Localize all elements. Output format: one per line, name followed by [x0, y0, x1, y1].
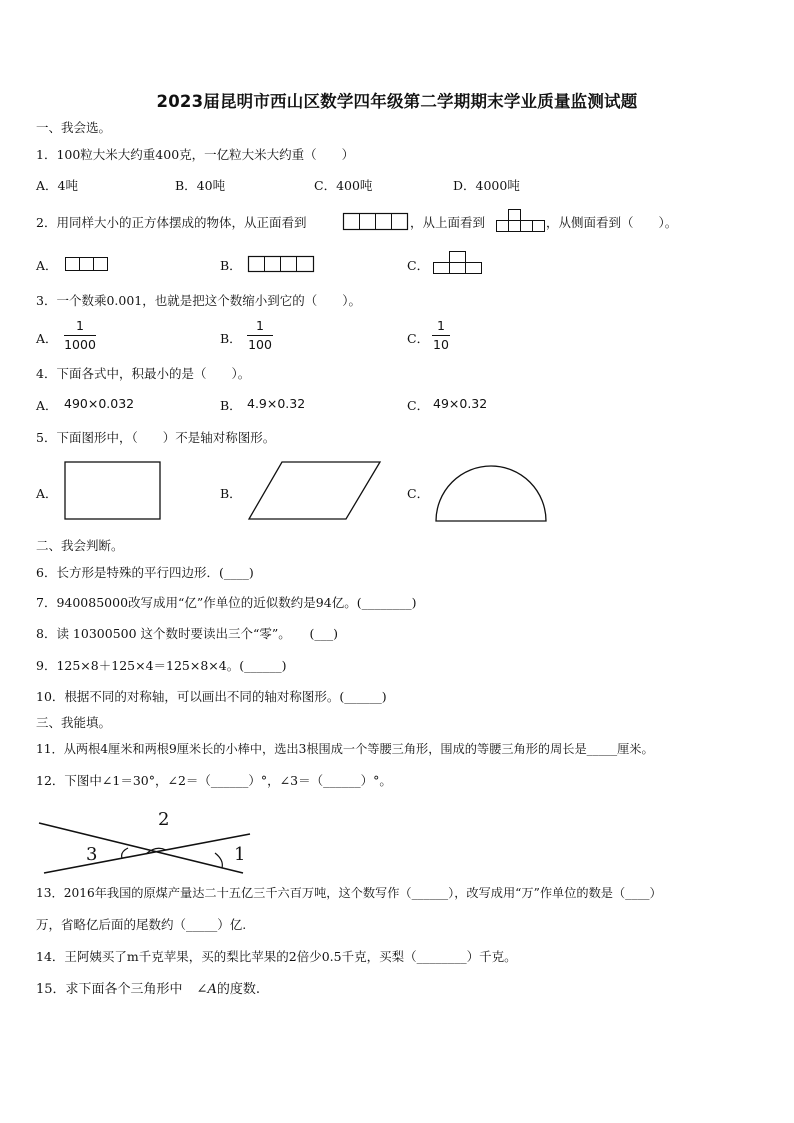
- q3-option-c: C．: [407, 331, 430, 346]
- q5-option-b: B．: [220, 486, 242, 501]
- question-5: 5．下面图形中，（ ）不是轴对称图形。: [36, 430, 276, 445]
- angle-a-symbol: ∠A: [196, 982, 217, 997]
- page-title: 2023届昆明市西山区数学四年级第二学期期末学业质量监测试题: [156, 92, 638, 111]
- q1-option-a: A．4吨: [36, 178, 78, 193]
- fraction-numerator: 1: [256, 318, 264, 333]
- question-3: 3．一个数乘0.001，也就是把这个数缩小到它的（ ）。: [36, 293, 361, 308]
- question-14: 14．王阿姨买了m千克苹果，买的梨比苹果的2倍少0.5千克，买梨（________）千克。: [36, 949, 517, 964]
- question-15-part1: 15．求下面各个三角形中: [36, 982, 183, 997]
- q5-option-b-parallelogram: [248, 461, 382, 521]
- q1-option-b: B．40吨: [175, 178, 226, 193]
- q3-option-c-fraction: [432, 318, 450, 353]
- q5-option-c-semicircle: [435, 465, 547, 523]
- q2-option-c-figure: [433, 251, 483, 275]
- question-2-part3: ，从侧面看到（ ）。: [546, 215, 678, 230]
- angle-label-2: 2: [158, 809, 170, 830]
- q2-top-view-figure: [496, 209, 546, 233]
- angle-label-1: 1: [234, 844, 246, 865]
- fraction-denominator: 100: [248, 337, 272, 352]
- question-1: 1．100粒大米大约重400克，一亿粒大米大约重（ ）: [36, 147, 355, 162]
- fraction-numerator: 1: [76, 318, 84, 333]
- q2-option-b: B．: [220, 258, 242, 273]
- q4-option-b-expression: 4.9×0.32: [247, 396, 306, 411]
- q1-option-d: D．4000吨: [453, 178, 520, 193]
- question-13-line2: 万，省略亿后面的尾数约（_____）亿.: [36, 917, 247, 932]
- question-8: 8．读 10300500 这个数时要读出三个“零”。 (___): [36, 626, 339, 641]
- section-heading-1: 一、我会选。: [36, 120, 112, 135]
- q2-option-a: A．: [36, 258, 58, 273]
- question-12: 12．下图中∠1＝30°，∠2＝（______）°，∠3＝（______）°。: [36, 773, 392, 788]
- q4-option-a: A．: [36, 398, 58, 413]
- q12-angle-figure: [38, 806, 254, 876]
- question-2-part2: ，从上面看到: [410, 215, 486, 230]
- fraction-denominator: 1000: [64, 337, 96, 352]
- q4-option-a-expression: 490×0.032: [64, 396, 135, 411]
- q4-option-c-expression: 49×0.32: [433, 396, 488, 411]
- question-10: 10．根据不同的对称轴，可以画出不同的轴对称图形。(______): [36, 689, 387, 704]
- question-15: [36, 978, 260, 997]
- q3-option-b: B．: [220, 331, 242, 346]
- fraction-bar: [432, 335, 450, 336]
- question-9: 9．125×8＋125×4＝125×8×4。(______): [36, 658, 287, 673]
- q2-front-view-figure: [343, 213, 409, 231]
- q3-option-a-fraction: [64, 318, 96, 353]
- question-6: 6．长方形是特殊的平行四边形．(____): [36, 565, 254, 580]
- q5-option-c: C．: [407, 486, 430, 501]
- question-2-part1: 2．用同样大小的正方体摆成的物体，从正面看到: [36, 215, 307, 230]
- q3-option-a: A．: [36, 331, 58, 346]
- q5-option-a: A．: [36, 486, 58, 501]
- question-15-part2: 的度数.: [216, 982, 260, 997]
- q1-option-c: C．400吨: [314, 178, 373, 193]
- question-7: 7．940085000改写成用“亿”作单位的近似数约是94亿。(________): [36, 595, 417, 610]
- fraction-bar: [247, 335, 273, 336]
- question-4: 4．下面各式中，积最小的是（ ）。: [36, 366, 251, 381]
- section-heading-3: 三、我能填。: [36, 715, 112, 730]
- q4-option-b: B．: [220, 398, 242, 413]
- fraction-bar: [64, 335, 96, 336]
- question-13-line1: 13．2016年我国的原煤产量达二十五亿三千六百万吨，这个数写作（______），改写成用“万”作单位的数是（____）: [36, 886, 662, 900]
- q4-option-c: C．: [407, 398, 430, 413]
- q2-option-a-figure: [65, 257, 109, 272]
- angle-label-3: 3: [86, 844, 98, 865]
- fraction-denominator: 10: [433, 337, 449, 352]
- q2-option-b-figure: [248, 256, 316, 273]
- q2-option-c: C．: [407, 258, 430, 273]
- q3-option-b-fraction: [247, 318, 273, 353]
- section-heading-2: 二、我会判断。: [36, 538, 124, 553]
- q5-option-a-rectangle: [64, 461, 162, 521]
- question-11: 11．从两根4厘米和两根9厘米长的小棒中，选出3根围成一个等腰三角形，围成的等腰三角形的周长是_____厘米。: [36, 742, 654, 756]
- fraction-numerator: 1: [437, 318, 445, 333]
